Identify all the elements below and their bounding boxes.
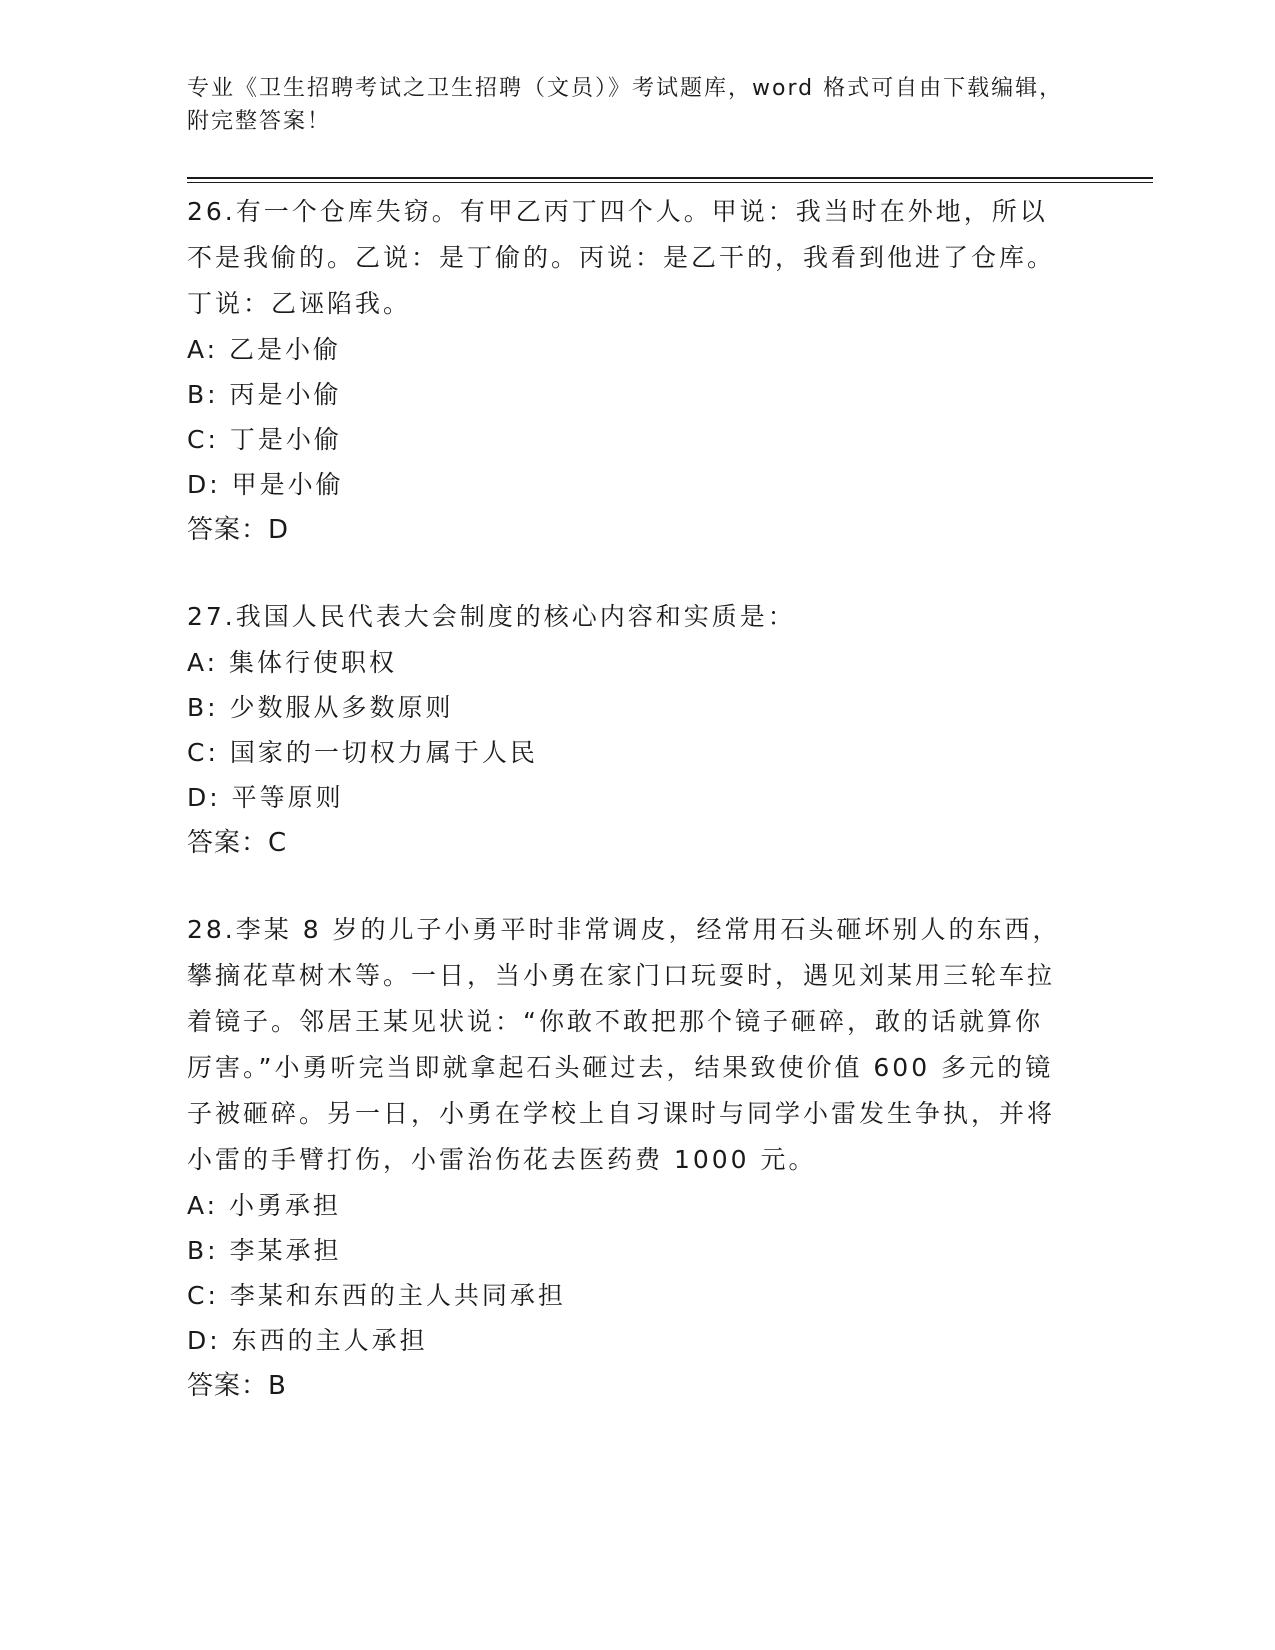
header-divider-thick bbox=[187, 177, 1153, 179]
option-b: B: 少数服从多数原则 bbox=[187, 693, 454, 722]
answer-line: 答案：C bbox=[187, 828, 288, 858]
option-b: B: 李某承担 bbox=[187, 1236, 342, 1265]
option-d: D: 平等原则 bbox=[187, 783, 344, 812]
option-a: A: 集体行使职权 bbox=[187, 648, 398, 677]
question-26 bbox=[187, 189, 1067, 553]
question-stem: 26.有一个仓库失窃。有甲乙丙丁四个人。甲说：我当时在外地，所以不是我偷的。乙说：是丁偷的。丙说：是乙干的，我看到他进了仓库。丁说：乙诬陷我。 bbox=[187, 197, 1056, 318]
option-c: C: 国家的一切权力属于人民 bbox=[187, 738, 538, 767]
option-c: C: 李某和东西的主人共同承担 bbox=[187, 1281, 566, 1310]
option-d: D: 东西的主人承担 bbox=[187, 1326, 428, 1355]
option-a: A: 乙是小偷 bbox=[187, 335, 342, 364]
option-a: A: 小勇承担 bbox=[187, 1191, 342, 1220]
question-28 bbox=[187, 907, 1067, 1409]
question-stem: 28.李某 8 岁的儿子小勇平时非常调皮，经常用石头砸坏别人的东西，攀摘花草树木等。一日，当小勇在家门口玩耍时，遇见刘某用三轮车拉着镜子。邻居王某见状说：“你敢不敢把那个镜子砸碎，敢的话就算你厉害。”小勇听完当即就拿起石头砸过去，结果致使价值 600 多元的镜子被砸碎。另一日，小勇在学校上自习课时与同学小雷发生争执，并将小雷的手臂打伤，小雷治伤花去医药费 1000 元。 bbox=[187, 915, 1061, 1174]
option-c: C: 丁是小偷 bbox=[187, 425, 342, 454]
header-intro-text: 专业《卫生招聘考试之卫生招聘（文员）》考试题库，word 格式可自由下载编辑，附完整答案！ bbox=[187, 76, 1064, 134]
answer-line: 答案：B bbox=[187, 1371, 287, 1401]
question-list bbox=[187, 189, 1067, 1450]
header-divider-thin bbox=[187, 182, 1153, 183]
question-stem: 27.我国人民代表大会制度的核心内容和实质是： bbox=[187, 602, 796, 631]
question-27 bbox=[187, 594, 1067, 866]
option-b: B: 丙是小偷 bbox=[187, 380, 342, 409]
answer-line: 答案：D bbox=[187, 515, 290, 545]
document-header bbox=[187, 72, 1067, 138]
option-d: D: 甲是小偷 bbox=[187, 470, 344, 499]
